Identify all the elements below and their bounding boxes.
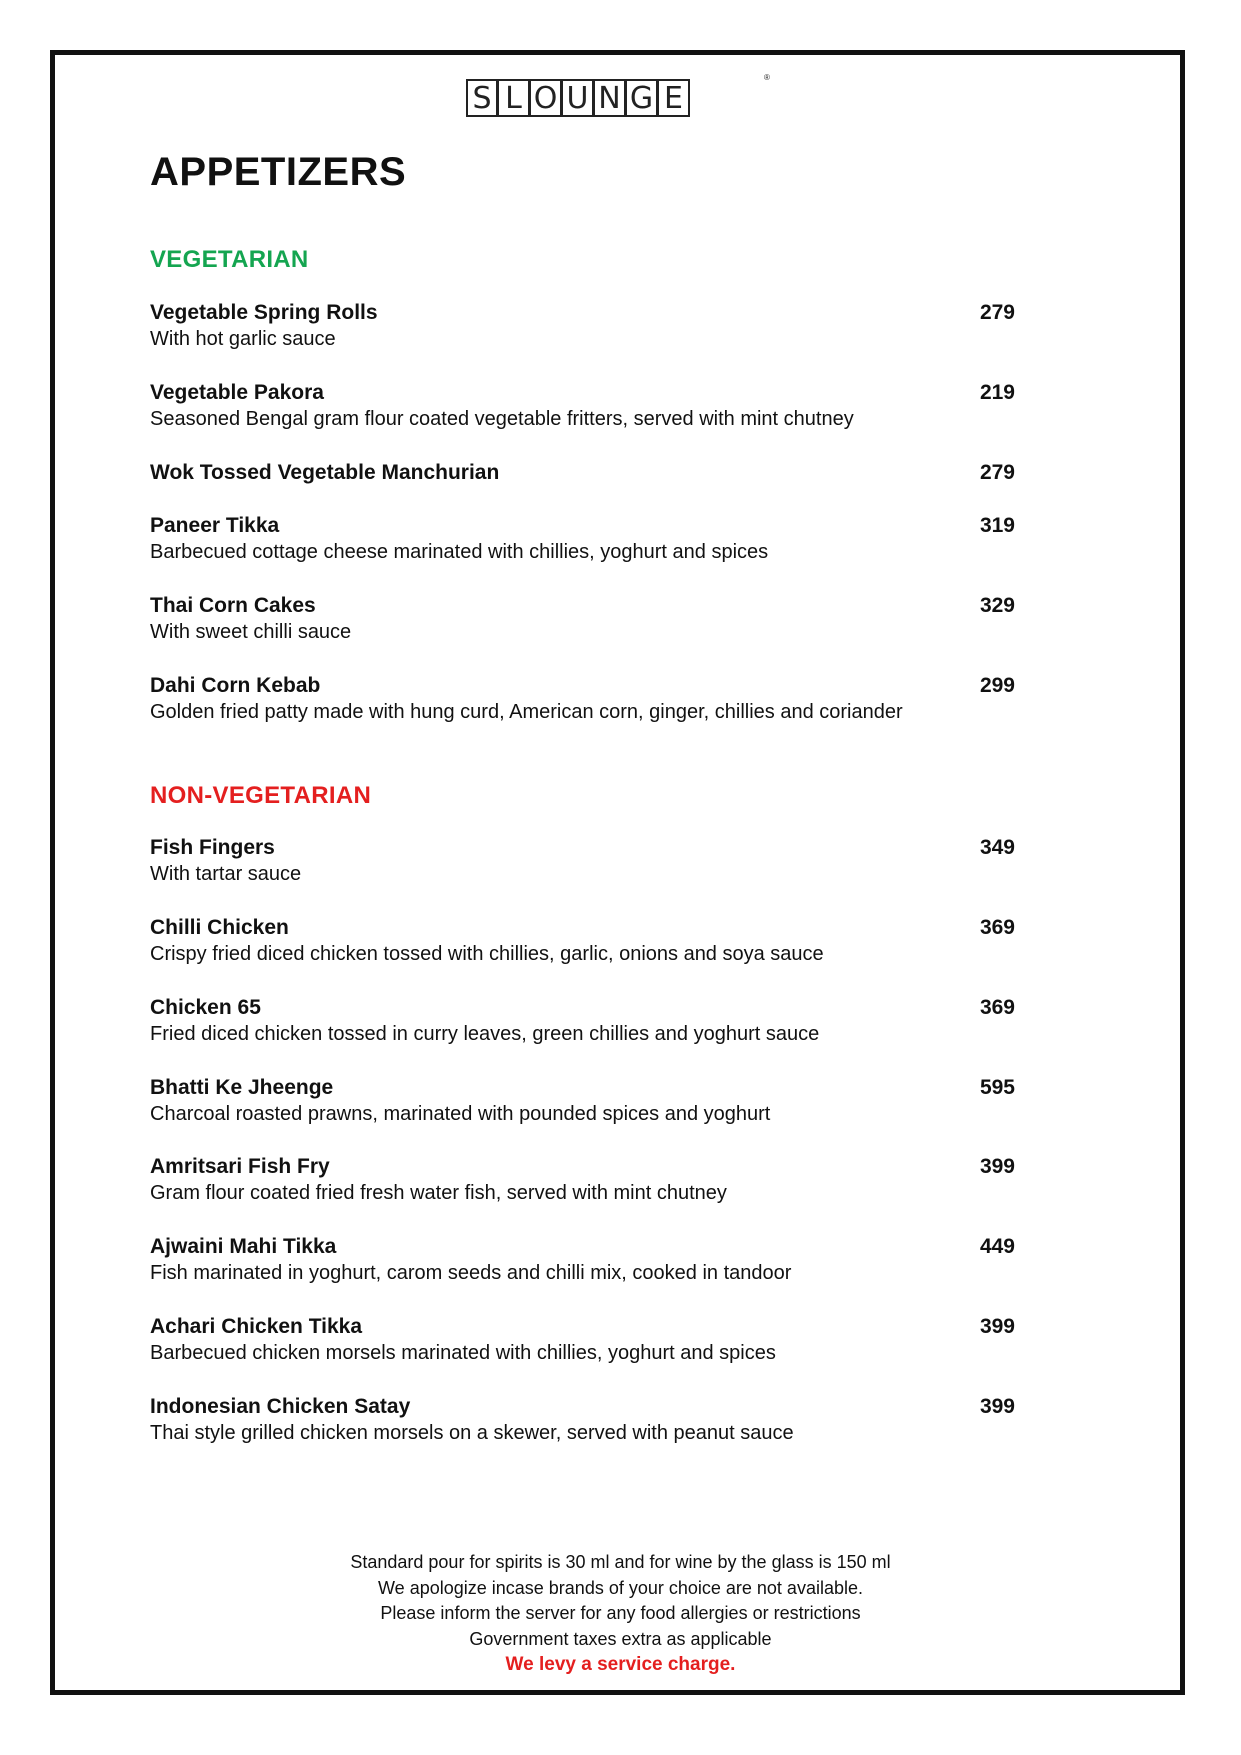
menu-item [150,380,1015,432]
item-price: 449 [979,1235,1015,1258]
item-price: 319 [979,514,1015,537]
item-price: 329 [979,594,1015,617]
item-name: Dahi Corn Kebab [150,674,321,697]
item-name: Paneer Tikka [150,514,280,537]
item-description: With tartar sauce [150,863,302,885]
menu-item [150,460,1015,486]
item-price: 299 [979,674,1015,697]
item-description: With hot garlic sauce [150,328,336,350]
menu-item [150,995,1015,1047]
menu-item [150,835,1015,887]
item-description: Gram flour coated fried fresh water fish, served with mint chutney [150,1182,727,1204]
item-name: Indonesian Chicken Satay [150,1395,411,1418]
logo-letter: O [530,79,562,117]
item-name: Vegetable Pakora [150,381,324,404]
menu-item [150,593,1015,645]
item-description: Crispy fried diced chicken tossed with chillies, garlic, onions and soya sauce [150,943,824,965]
item-name: Amritsari Fish Fry [150,1155,330,1178]
non-vegetarian-heading: NON-VEGETARIAN [150,782,372,809]
logo-letter: S [466,79,498,117]
page-title: APPETIZERS [150,150,407,194]
logo-letter: U [562,79,594,117]
item-name: Chicken 65 [150,996,261,1019]
footer-notes [0,1550,1241,1678]
menu-item [150,300,1015,352]
item-description: Thai style grilled chicken morsels on a skewer, served with peanut sauce [150,1422,794,1444]
item-name: Fish Fingers [150,836,275,859]
item-name: Achari Chicken Tikka [150,1315,363,1338]
item-description: Golden fried patty made with hung curd, American corn, ginger, chillies and coriander [150,701,903,723]
item-price: 279 [979,461,1015,484]
logo-letter: N [594,79,626,117]
menu-item [150,915,1015,967]
item-price: 399 [979,1155,1015,1178]
item-price: 399 [979,1315,1015,1338]
item-description: Seasoned Bengal gram flour coated vegetable fritters, served with mint chutney [150,408,854,430]
vegetarian-heading: VEGETARIAN [150,246,309,273]
service-charge-note: We levy a service charge. [505,1654,736,1675]
menu-item [150,1154,1015,1206]
brand-logo [466,79,690,117]
menu-item [150,1234,1015,1286]
logo-letter: E [658,79,690,117]
item-description: Fried diced chicken tossed in curry leaves, green chillies and yoghurt sauce [150,1023,820,1045]
item-price: 349 [979,836,1015,859]
menu-item [150,673,1015,725]
item-name: Chilli Chicken [150,916,289,939]
registered-mark: ® [764,73,770,82]
menu-item [150,1075,1015,1127]
item-name: Vegetable Spring Rolls [150,301,378,324]
item-name: Ajwaini Mahi Tikka [150,1235,337,1258]
item-price: 595 [979,1076,1015,1099]
footer-line: We apologize incase brands of your choice are not available. [378,1577,863,1598]
menu-item [150,1314,1015,1366]
item-price: 399 [979,1395,1015,1418]
item-price: 279 [979,301,1015,324]
footer-line: Government taxes extra as applicable [469,1628,772,1649]
item-description: Charcoal roasted prawns, marinated with pounded spices and yoghurt [150,1103,771,1125]
logo-letter: G [626,79,658,117]
logo-letter: L [498,79,530,117]
item-description: Fish marinated in yoghurt, carom seeds and chilli mix, cooked in tandoor [150,1262,792,1284]
menu-item [150,1394,1015,1446]
item-name: Bhatti Ke Jheenge [150,1076,334,1099]
item-price: 219 [979,381,1015,404]
menu-item [150,513,1015,565]
item-description: With sweet chilli sauce [150,621,352,643]
footer-line: Standard pour for spirits is 30 ml and for wine by the glass is 150 ml [350,1552,891,1572]
item-price: 369 [979,916,1015,939]
item-price: 369 [979,996,1015,1019]
footer-line: Please inform the server for any food allergies or restrictions [380,1603,861,1623]
item-description: Barbecued chicken morsels marinated with chillies, yoghurt and spices [150,1342,776,1364]
item-description: Barbecued cottage cheese marinated with chillies, yoghurt and spices [150,541,769,563]
item-name: Thai Corn Cakes [150,594,316,617]
item-name: Wok Tossed Vegetable Manchurian [150,461,500,484]
